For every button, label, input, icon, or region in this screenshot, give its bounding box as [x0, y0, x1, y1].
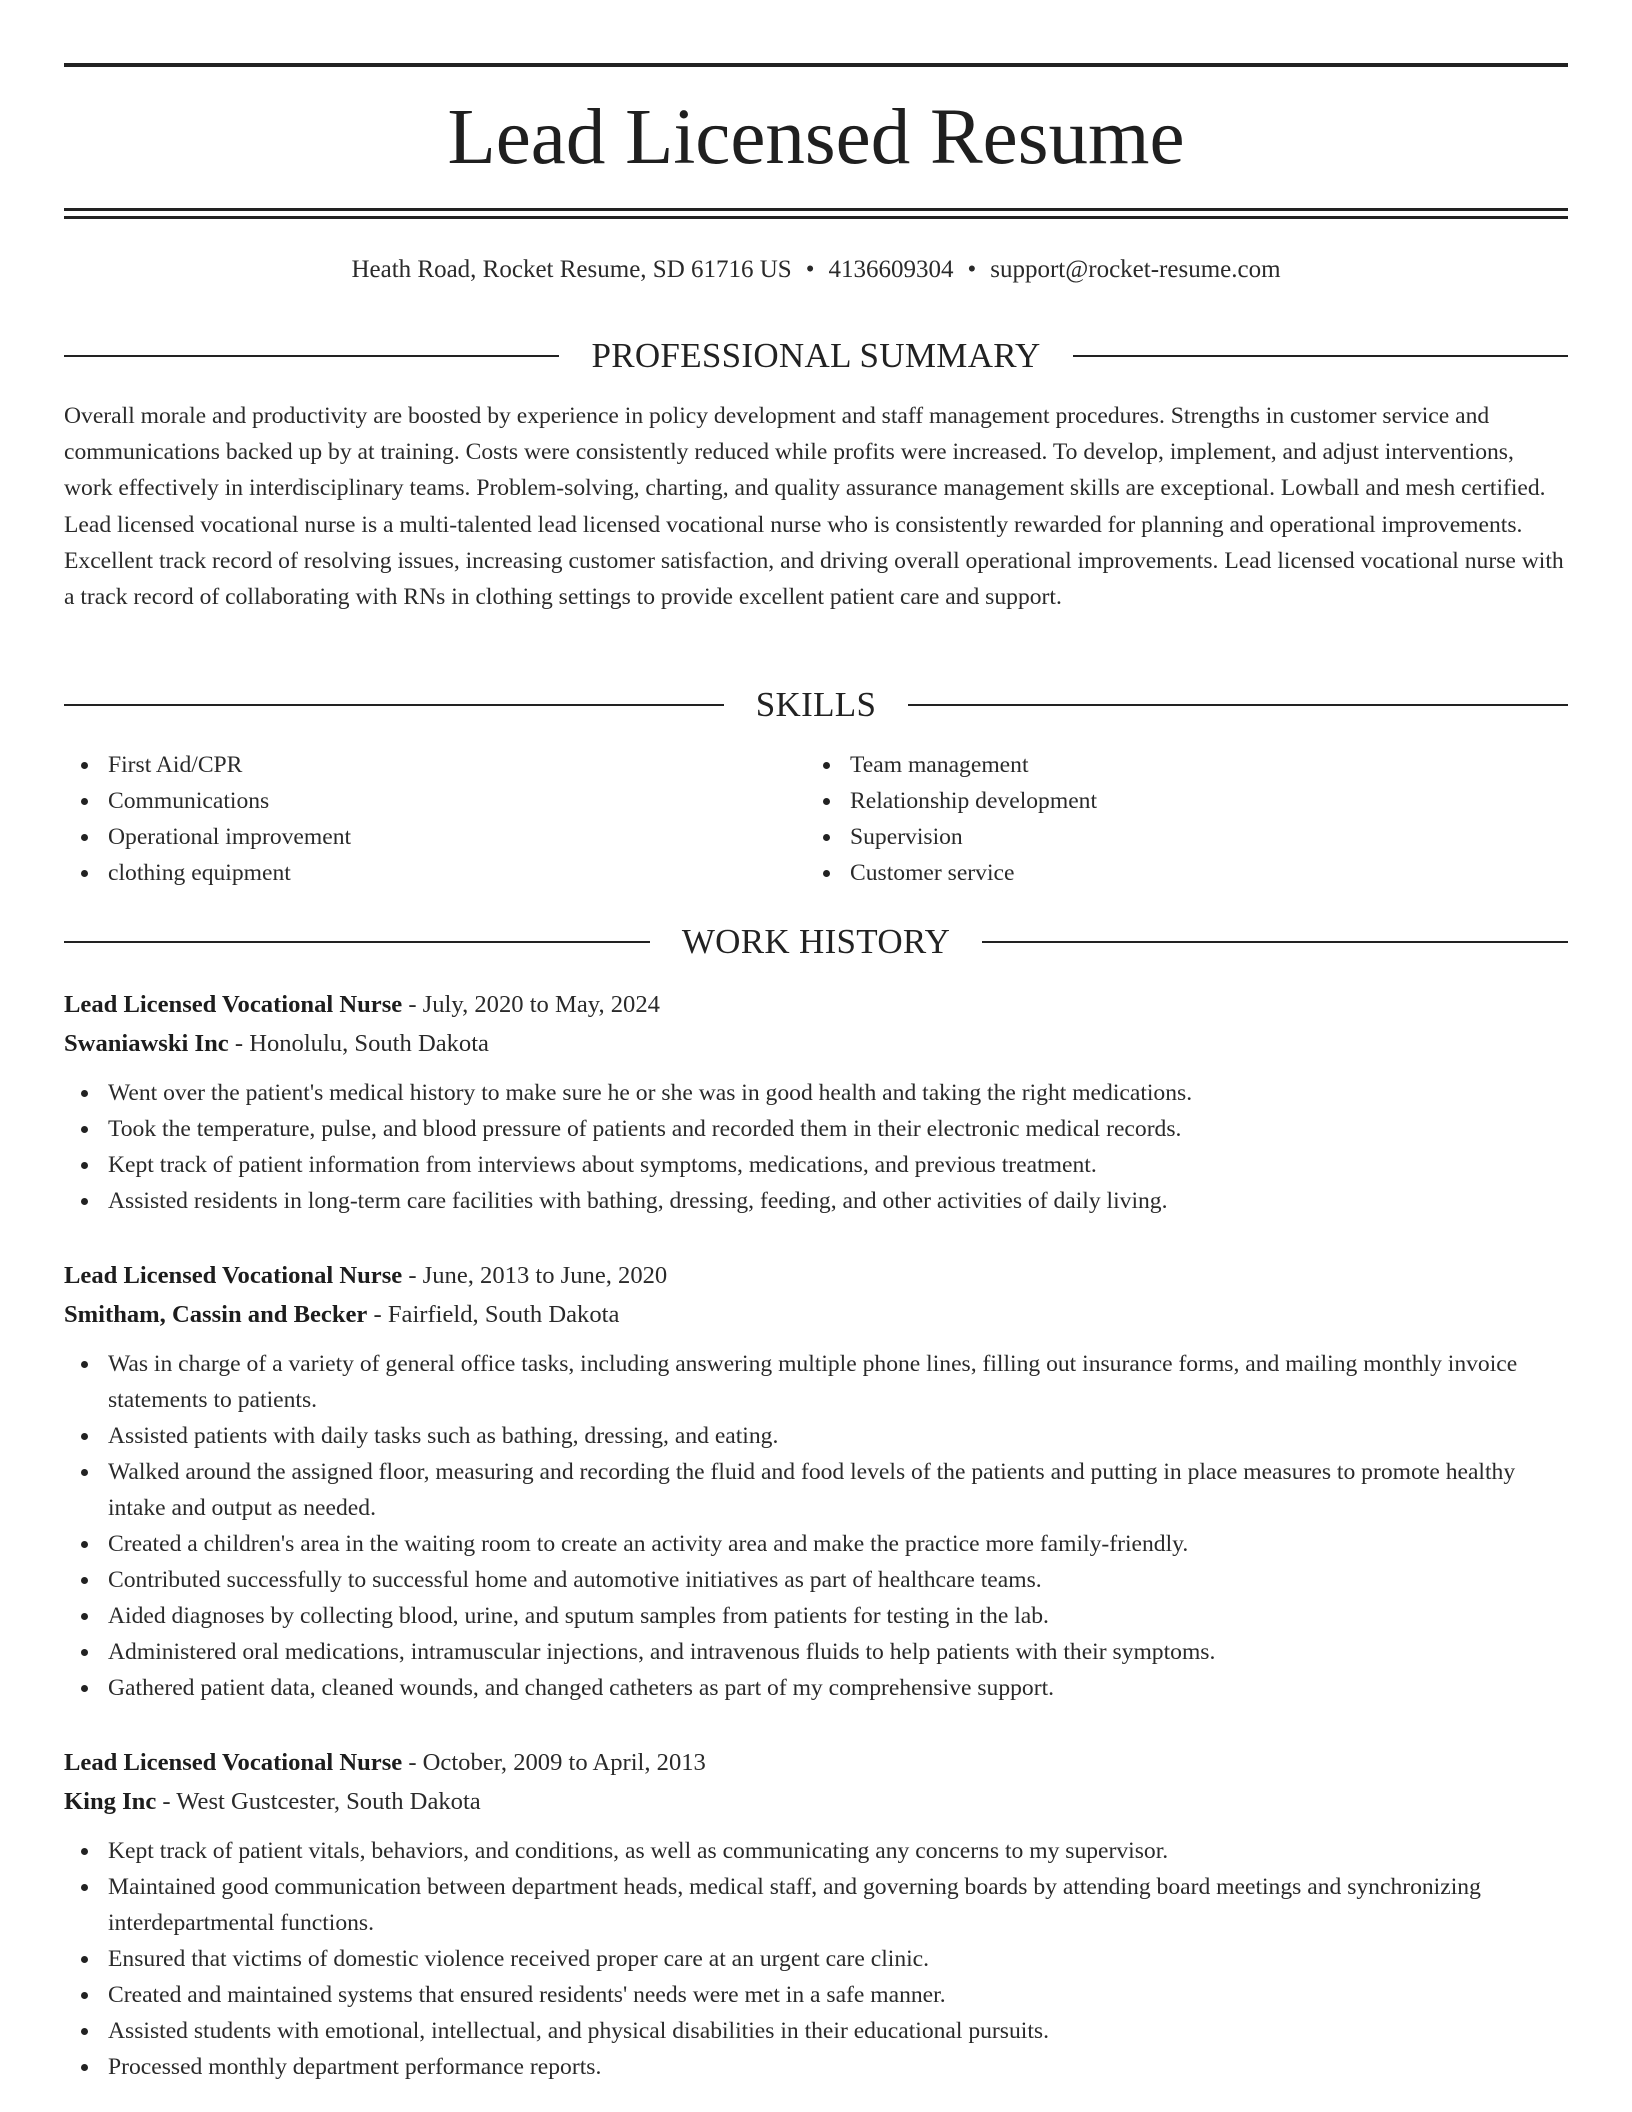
- skill-item: Communications: [64, 783, 351, 819]
- job-entry: [64, 1256, 1568, 1706]
- heading-rule: [908, 704, 1568, 706]
- job-company: Swaniawski Inc: [64, 1030, 229, 1057]
- duty-item: Assisted residents in long-term care facilities with bathing, dressing, feeding, and other activities of daily living.: [64, 1183, 1568, 1219]
- job-entry: [64, 985, 1568, 1219]
- contact-separator: •: [805, 256, 815, 283]
- duty-item: Contributed successfully to successful home and automotive initiatives as part of healthcare teams.: [64, 1562, 1568, 1598]
- duty-item: Took the temperature, pulse, and blood pressure of patients and recorded them in their electronic medical records.: [64, 1111, 1568, 1147]
- job-company-line: [64, 1024, 1568, 1063]
- skill-item: Team management: [806, 747, 1097, 783]
- duty-item: Was in charge of a variety of general office tasks, including answering multiple phone lines, filling out insurance forms, and mailing monthly invoice statements to patients.: [64, 1346, 1568, 1418]
- heading-rule: [64, 355, 559, 357]
- section-heading-skills: [64, 683, 1568, 727]
- duty-item: Created and maintained systems that ensured residents' needs were met in a safe manner.: [64, 1977, 1568, 2013]
- duty-item: Aided diagnoses by collecting blood, urine, and sputum samples from patients for testing in the lab.: [64, 1598, 1568, 1634]
- job-dates: - June, 2013 to June, 2020: [402, 1262, 668, 1289]
- job-duties-list: [64, 1346, 1568, 1706]
- section-heading-work-history: [64, 920, 1568, 964]
- contact-phone: 4136609304: [828, 256, 954, 283]
- duty-item: Administered oral medications, intramuscular injections, and intravenous fluids to help patients with their symptoms.: [64, 1634, 1568, 1670]
- duty-item: Gathered patient data, cleaned wounds, and changed catheters as part of my comprehensive support.: [64, 1670, 1568, 1706]
- job-title: Lead Licensed Vocational Nurse: [64, 991, 403, 1018]
- job-company-line: [64, 1295, 1568, 1334]
- job-title-line: [64, 1743, 1568, 1782]
- job-company: Smitham, Cassin and Becker: [64, 1301, 368, 1328]
- section-title: PROFESSIONAL SUMMARY: [591, 336, 1041, 375]
- skill-item: Operational improvement: [64, 819, 351, 855]
- duty-item: Maintained good communication between department heads, medical staff, and governing boards by attending board meetings and synchronizing interdepartmental functions.: [64, 1869, 1568, 1941]
- duty-item: Created a children's area in the waiting room to create an activity area and make the practice more family-friendly.: [64, 1526, 1568, 1562]
- duty-item: Assisted students with emotional, intellectual, and physical disabilities in their educational pursuits.: [64, 2013, 1568, 2049]
- heading-rule: [64, 941, 650, 943]
- job-duties-list: [64, 1833, 1568, 2085]
- job-location: - Fairfield, South Dakota: [367, 1301, 620, 1328]
- duty-item: Kept track of patient vitals, behaviors, and conditions, as well as communicating any concerns to my supervisor.: [64, 1833, 1568, 1869]
- job-company-line: [64, 1782, 1568, 1821]
- top-rule: [64, 63, 1568, 67]
- contact-address: Heath Road, Rocket Resume, SD 61716 US: [351, 256, 792, 283]
- skill-item: Relationship development: [806, 783, 1097, 819]
- job-title: Lead Licensed Vocational Nurse: [64, 1749, 403, 1776]
- heading-rule: [982, 941, 1568, 943]
- summary-text: Overall morale and productivity are boosted by experience in policy development and staff management procedures. Strengths in customer service and communications backed up by at training. Costs were consistently reduced while profits were increased. To develop, implement, and adjust interventions, work effectively in interdisciplinary teams. Problem-solving, charting, and quality assurance management skills are exceptional. Lowball and mesh certified. Lead licensed vocational nurse is a multi-talented lead licensed vocational nurse who is consistently rewarded for planning and operational improvements. Excellent track record of resolving issues, increasing customer satisfaction, and driving overall operational improvements. Lead licensed vocational nurse with a track record of collaborating with RNs in clothing settings to provide excellent patient care and support.: [64, 403, 1564, 611]
- heading-rule: [64, 704, 724, 706]
- job-location: - Honolulu, South Dakota: [228, 1030, 489, 1057]
- job-company: King Inc: [64, 1788, 157, 1815]
- job-entry: [64, 1743, 1568, 2085]
- duty-item: Ensured that victims of domestic violence received proper care at an urgent care clinic.: [64, 1941, 1568, 1977]
- skills-list-right: [806, 747, 1097, 891]
- skill-item: Customer service: [806, 855, 1097, 891]
- duty-item: Assisted patients with daily tasks such as bathing, dressing, and eating.: [64, 1418, 1568, 1454]
- section-title: SKILLS: [755, 685, 877, 724]
- job-dates: - October, 2009 to April, 2013: [402, 1749, 706, 1776]
- section-title: WORK HISTORY: [681, 922, 951, 961]
- contact-line: [64, 252, 1568, 288]
- job-title-line: [64, 1256, 1568, 1295]
- job-title-line: [64, 985, 1568, 1024]
- duty-item: Processed monthly department performance reports.: [64, 2049, 1568, 2085]
- heading-rule: [1073, 355, 1568, 357]
- skill-item: Supervision: [806, 819, 1097, 855]
- job-duties-list: [64, 1075, 1568, 1219]
- duty-item: Went over the patient's medical history to make sure he or she was in good health and taking the right medications.: [64, 1075, 1568, 1111]
- section-heading-summary: [64, 334, 1568, 378]
- title-rule-upper: [64, 208, 1568, 211]
- duty-item: Walked around the assigned floor, measuring and recording the fluid and food levels of the patients and putting in place measures to promote healthy intake and output as needed.: [64, 1454, 1568, 1526]
- contact-separator: •: [967, 256, 977, 283]
- title-rule-lower: [64, 216, 1568, 219]
- skill-item: First Aid/CPR: [64, 747, 351, 783]
- resume-title: Lead Licensed Resume: [447, 94, 1185, 181]
- skills-list-left: [64, 747, 351, 891]
- job-title: Lead Licensed Vocational Nurse: [64, 1262, 403, 1289]
- contact-email: support@rocket-resume.com: [990, 256, 1281, 283]
- skill-item: clothing equipment: [64, 855, 351, 891]
- job-location: - West Gustcester, South Dakota: [156, 1788, 481, 1815]
- job-dates: - July, 2020 to May, 2024: [402, 991, 660, 1018]
- duty-item: Kept track of patient information from interviews about symptoms, medications, and previous treatment.: [64, 1147, 1568, 1183]
